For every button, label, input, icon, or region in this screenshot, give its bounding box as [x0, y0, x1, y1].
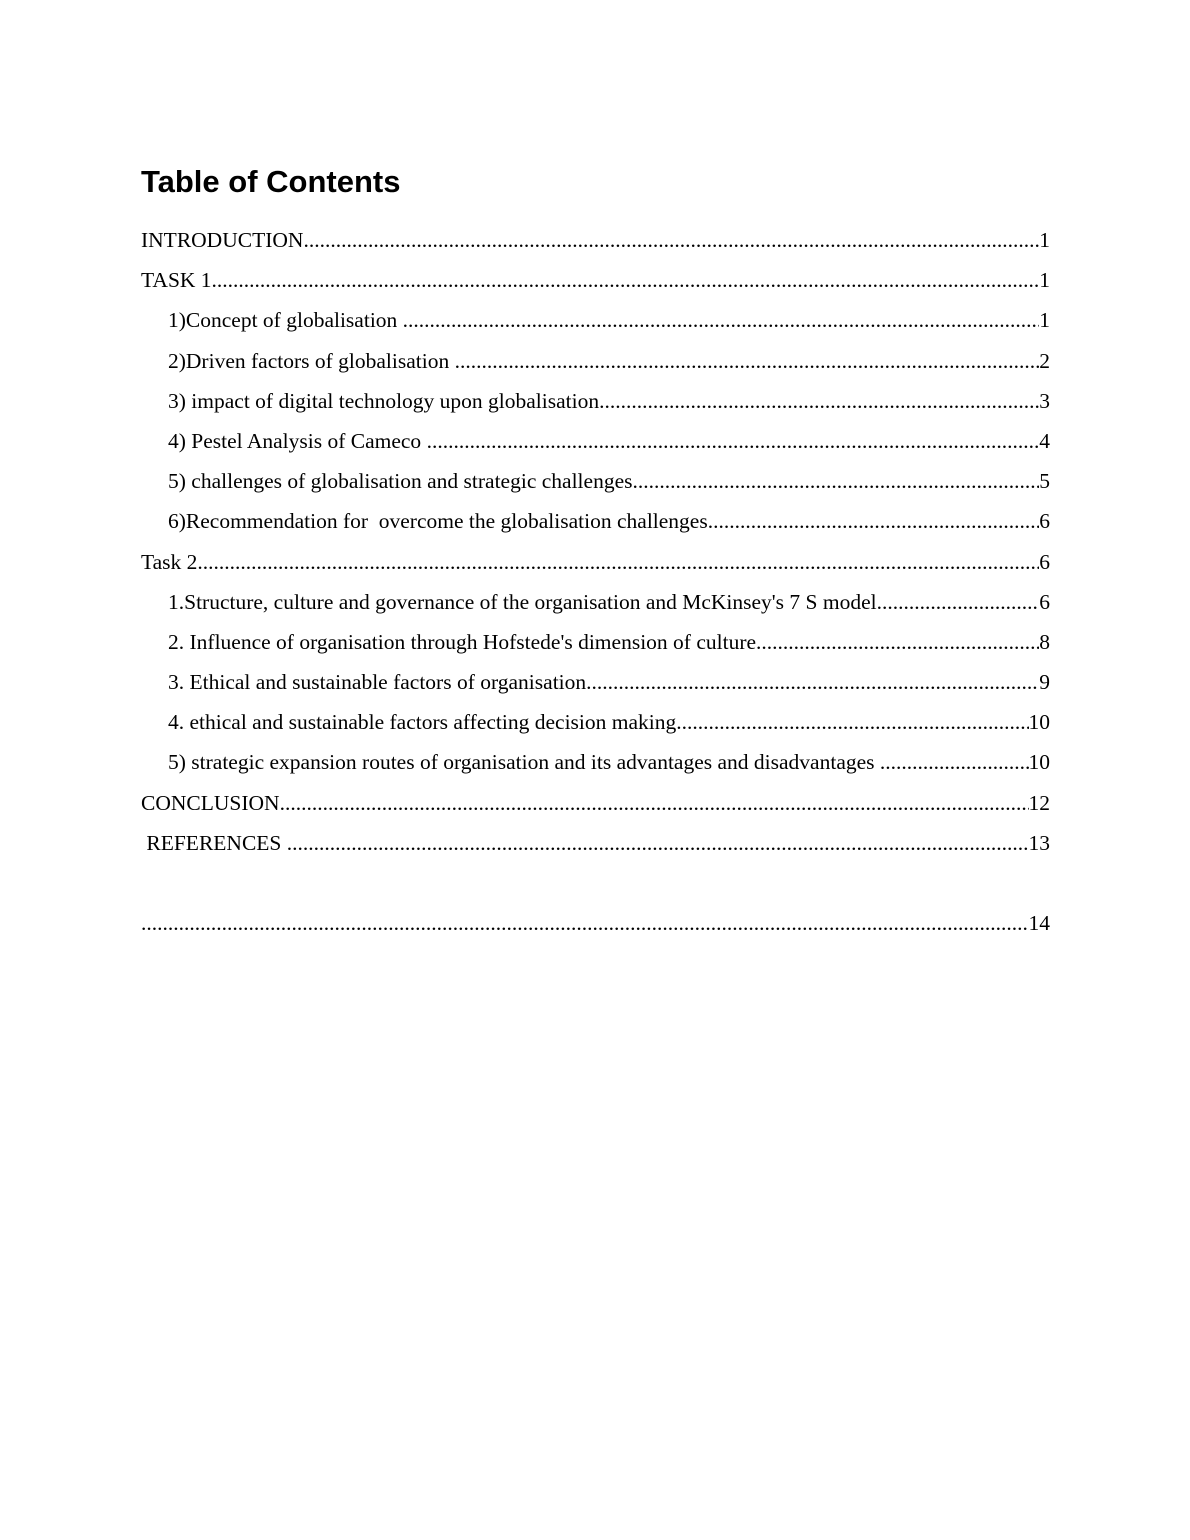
toc-title: Table of Contents — [141, 164, 401, 199]
toc-entry[interactable] — [141, 260, 1050, 300]
toc-entry-label: 6)Recommendation for overcome the globalisation challenges — [168, 509, 708, 534]
toc-entry-label: 1)Concept of globalisation — [168, 308, 403, 333]
toc-entry[interactable] — [141, 582, 1050, 622]
toc-entry[interactable] — [141, 381, 1050, 421]
toc-entry-page-number: 2 — [1039, 348, 1050, 373]
toc-entry-page-number: 13 — [1028, 830, 1050, 855]
toc-dot-leader — [586, 662, 1039, 702]
toc-entry-label: 1.Structure, culture and governance of the organisation and McKinsey's 7 S model — [168, 589, 877, 614]
toc-entry-page-number: 6 — [1039, 509, 1050, 534]
toc-dot-leader — [280, 783, 1029, 823]
toc-dot-leader — [632, 461, 1039, 501]
toc-list — [141, 220, 1050, 943]
toc-entry-page-number: 12 — [1028, 790, 1050, 815]
toc-entry-label: INTRODUCTION — [141, 228, 304, 252]
toc-dot-leader — [756, 622, 1039, 662]
toc-entry-page-number: 8 — [1039, 629, 1050, 654]
toc-entry-label: 3) impact of digital technology upon globalisation — [168, 388, 600, 413]
toc-entry[interactable] — [141, 702, 1050, 742]
toc-entry[interactable] — [141, 783, 1050, 823]
toc-entry-label: 5) strategic expansion routes of organisation and its advantages and disadvantages — [168, 750, 880, 775]
toc-entry-label: 2. Influence of organisation through Hofstede's dimension of culture — [168, 629, 757, 654]
toc-entry-page-number: 10 — [1028, 710, 1050, 735]
toc-dot-leader — [303, 220, 1039, 260]
toc-dot-leader — [141, 903, 1029, 943]
toc-entry-label: Task 2 — [141, 549, 198, 574]
toc-dot-leader — [197, 542, 1039, 582]
toc-entry[interactable] — [141, 622, 1050, 662]
toc-dot-leader — [455, 341, 1040, 381]
toc-entry[interactable] — [141, 220, 1050, 260]
toc-entry-page-number: 9 — [1039, 670, 1050, 695]
toc-entry-label: 4) Pestel Analysis of Cameco — [168, 428, 427, 453]
document-page — [141, 160, 1050, 943]
toc-entry-page-number: 4 — [1039, 428, 1050, 453]
toc-dot-leader — [287, 823, 1029, 863]
toc-entry-page-number: 14 — [1028, 911, 1050, 935]
toc-entry[interactable] — [141, 341, 1050, 381]
toc-entry-page-number: 6 — [1039, 589, 1050, 614]
toc-entry[interactable] — [141, 461, 1050, 501]
toc-entry[interactable] — [141, 662, 1050, 702]
toc-entry[interactable] — [141, 300, 1050, 340]
toc-entry[interactable] — [141, 903, 1050, 943]
toc-entry[interactable] — [141, 421, 1050, 461]
toc-entry-page-number: 1 — [1039, 308, 1050, 333]
toc-entry-label: 5) challenges of globalisation and strategic challenges — [168, 469, 633, 494]
toc-dot-leader — [880, 742, 1029, 782]
toc-dot-leader — [676, 702, 1028, 742]
toc-entry-label: TASK 1 — [141, 268, 212, 293]
toc-dot-leader — [427, 421, 1040, 461]
toc-entry[interactable] — [141, 501, 1050, 541]
toc-dot-leader — [877, 582, 1040, 622]
toc-entry-page-number: 1 — [1039, 268, 1050, 293]
toc-entry-page-number: 6 — [1039, 549, 1050, 574]
toc-entry-label: CONCLUSION — [141, 790, 280, 815]
toc-entry-page-number: 1 — [1039, 228, 1050, 252]
toc-entry-label: 3. Ethical and sustainable factors of organisation — [168, 670, 587, 695]
toc-entry[interactable] — [141, 823, 1050, 863]
toc-entry-page-number: 5 — [1039, 469, 1050, 494]
toc-dot-leader — [599, 381, 1039, 421]
toc-dot-leader — [212, 260, 1040, 300]
toc-entry-label: 2)Driven factors of globalisation — [168, 348, 455, 373]
toc-entry-page-number: 10 — [1028, 750, 1050, 775]
toc-entry-page-number: 3 — [1039, 388, 1050, 413]
toc-entry-label: REFERENCES — [141, 830, 287, 855]
toc-entry[interactable] — [141, 542, 1050, 582]
toc-entry-label: 4. ethical and sustainable factors affecting decision making — [168, 710, 677, 735]
toc-entry[interactable] — [141, 742, 1050, 782]
toc-dot-leader — [708, 501, 1040, 541]
toc-dot-leader — [403, 300, 1040, 340]
